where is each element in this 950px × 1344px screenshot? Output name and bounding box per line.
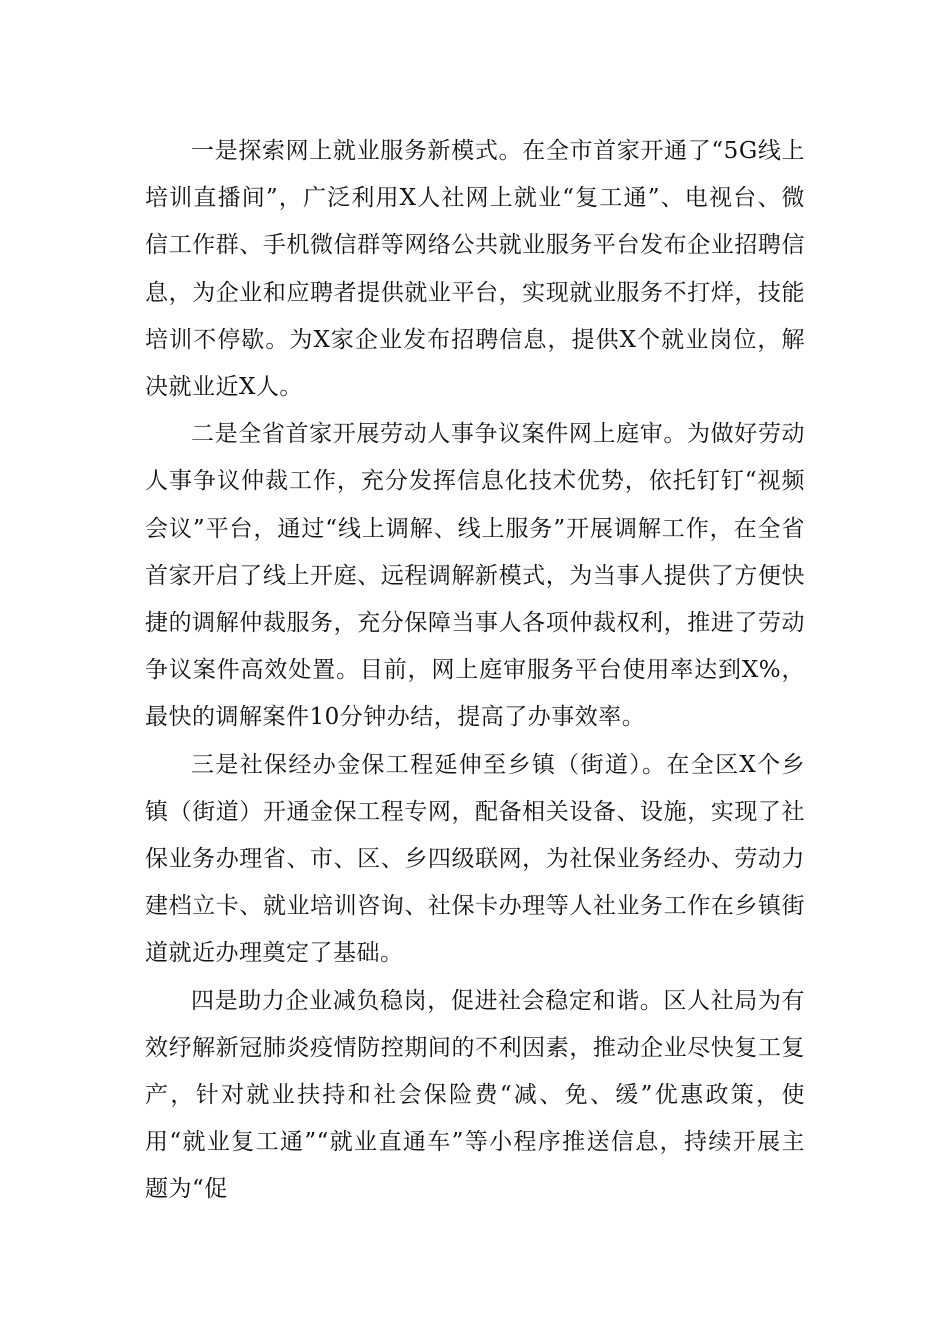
paragraph-online-arbitration: 二是全省首家开展劳动人事争议案件网上庭审。为做好劳动人事争议仲裁工作，充分发挥信息化技术优势，依托钉钉“视频会议”平台，通过“线上调解、线上服务”开展调解工作，在全省首家开启了线上开庭、远程调解新模式，为当事人提供了方便快捷的调解仲裁服务，充分保障当事人各项仲裁权利，推进了劳动争议案件高效处置。目前，网上庭审服务平台使用率达到X%，最快的调解案件10分钟办结，提高了办事效率。 [145,421,805,731]
document-body [145,128,805,1214]
paragraph-social-security-extension: 三是社保经办金保工程延伸至乡镇（街道）。在全区X个乡镇（街道）开通金保工程专网，配备相关设备、设施，实现了社保业务办理省、市、区、乡四级联网，为社保业务经办、劳动力建档立卡、就业培训咨询、社保卡办理等人社业务工作在乡镇街道就近办理奠定了基础。 [145,751,805,967]
paragraph-online-employment: 一是探索网上就业服务新模式。在全市首家开通了“5G线上培训直播间”，广泛利用X人社网上就业“复工通”、电视台、微信工作群、手机微信群等网络公共就业服务平台发布企业招聘信息，为企业和应聘者提供就业平台，实现就业服务不打烊，技能培训不停歇。为X家企业发布招聘信息，提供X个就业岗位，解决就业近X人。 [145,138,805,401]
paragraph-enterprise-relief: 四是助力企业减负稳岗，促进社会稳定和谐。区人社局为有效纾解新冠肺炎疫情防控期间的不利因素，推动企业尽快复工复产，针对就业扶持和社会保险费“减、免、缓”优惠政策，使用“就业复工通”“就业直通车”等小程序推送信息，持续开展主题为“促 [145,987,805,1203]
